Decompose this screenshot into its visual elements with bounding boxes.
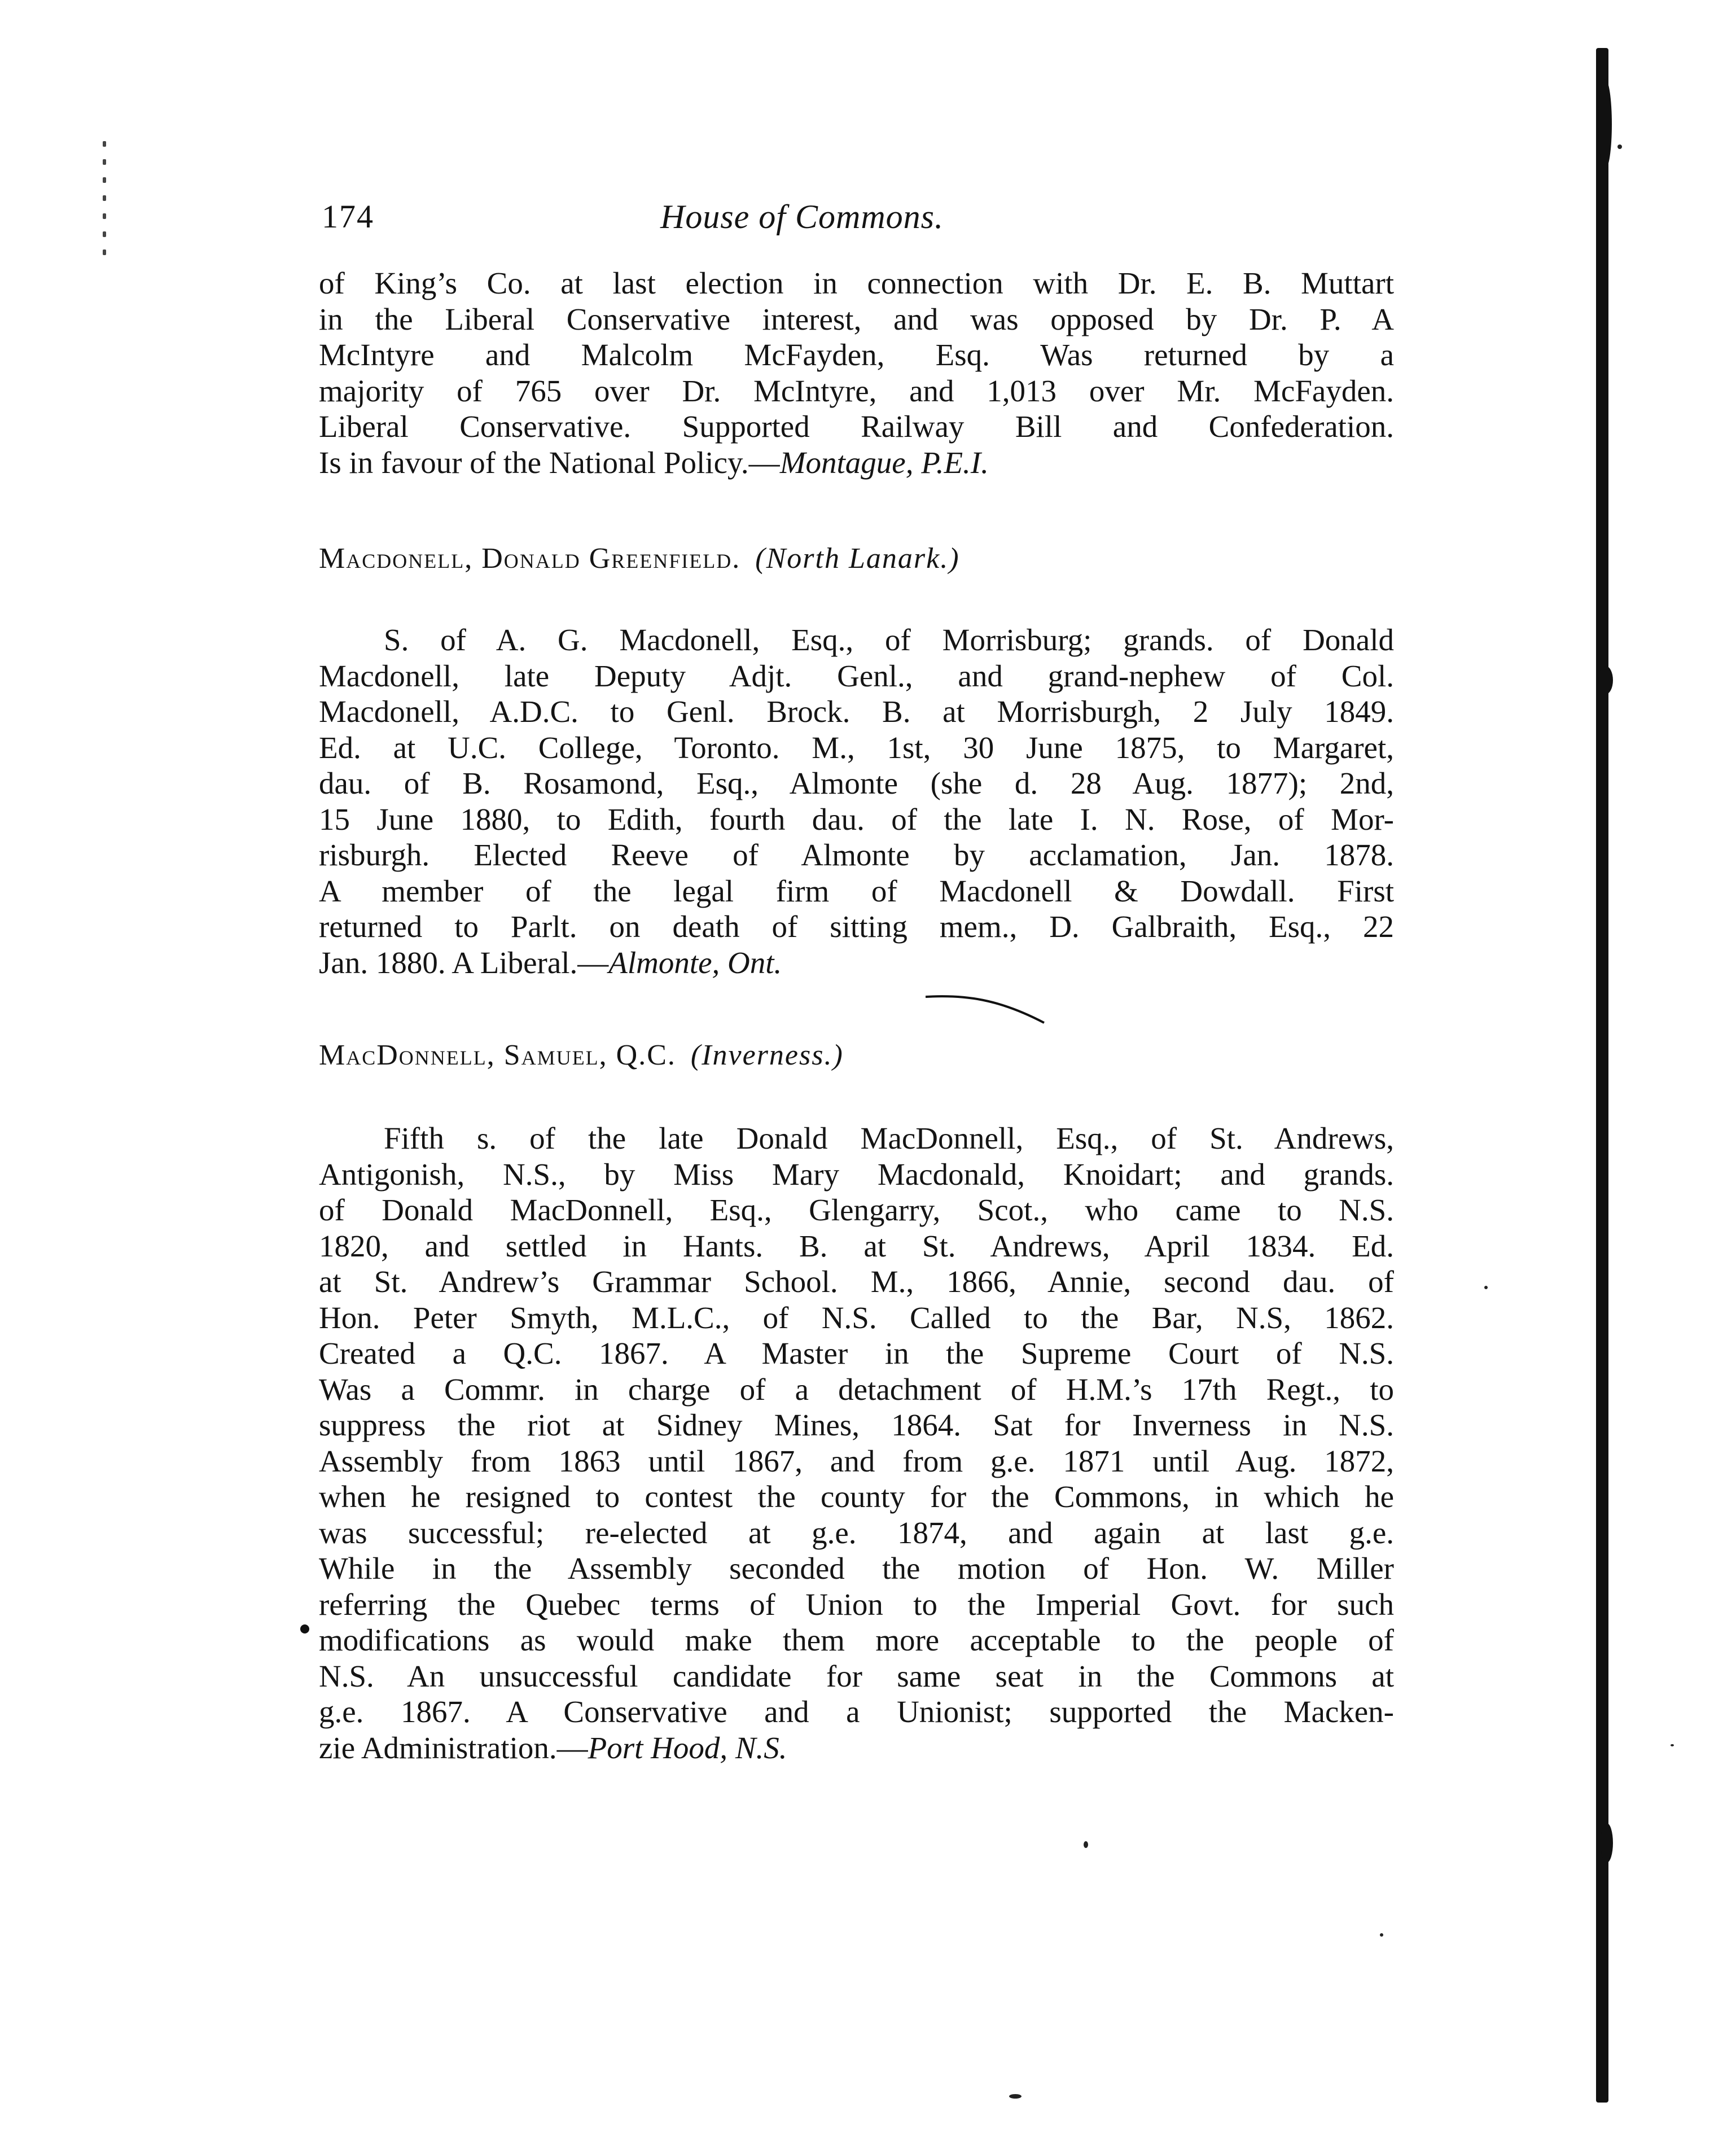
text-line: Macdonell, A.D.C. to Genl. Brock. B. at Morrisburgh, 2 July 1849. (319, 694, 1394, 729)
scan-speck (1484, 1286, 1488, 1289)
scan-border-line (1596, 48, 1608, 2103)
margin-marks (103, 141, 108, 282)
text-line: of King’s Co. at last election in connection with Dr. E. B. Muttart (319, 266, 1394, 300)
text-line-last (319, 1730, 1394, 1766)
text-line: Macdonell, late Deputy Adjt. Genl., and grand-nephew of Col. (319, 658, 1394, 693)
text-line: A member of the legal firm of Macdonell & Dowdall. First (319, 873, 1394, 908)
text-line: modifications as would make them more acceptable to the people of (319, 1623, 1394, 1657)
constituency: (North Lanark.) (755, 542, 960, 575)
entry-heading (319, 542, 960, 575)
text-line-last (319, 945, 1394, 981)
continuation-paragraph (319, 265, 1394, 480)
text-line: at St. Andrew’s Grammar School. M., 1866, Annie, second dau. of (319, 1264, 1394, 1299)
page-number: 174 (322, 198, 374, 235)
text-line: N.S. An unsuccessful candidate for same seat in the Commons at (319, 1658, 1394, 1693)
text-fragment: Is in favour of the National Policy.— (319, 445, 780, 480)
text-line: majority of 765 over Dr. McIntyre, and 1,013 over Mr. McFayden. (319, 373, 1394, 408)
pen-flourish (926, 993, 1050, 1027)
text-line: g.e. 1867. A Conservative and a Unionist; supported the Macken- (319, 1694, 1394, 1729)
text-line: suppress the riot at Sidney Mines, 1864. Sat for Inverness in N.S. (319, 1408, 1394, 1442)
scan-border-blot (1598, 79, 1612, 169)
entry-heading (319, 1039, 844, 1072)
residence-place: Montague, P.E.I. (779, 445, 989, 480)
running-head: House of Commons. (660, 198, 944, 235)
text-line: in the Liberal Conservative interest, and was opposed by Dr. P. A (319, 301, 1394, 336)
text-line: Created a Q.C. 1867. A Master in the Supreme Court of N.S. (319, 1336, 1394, 1370)
text-line: S. of A. G. Macdonell, Esq., of Morrisburg; grands. of Donald (384, 623, 1394, 657)
text-line: Liberal Conservative. Supported Railway Bill and Confederation. (319, 409, 1394, 444)
constituency: (Inverness.) (690, 1039, 844, 1071)
text-line-last (319, 445, 1394, 481)
entry-body (319, 1120, 1394, 1766)
text-line: 1820, and settled in Hants. B. at St. Andrews, April 1834. Ed. (319, 1228, 1394, 1263)
page-header (322, 198, 1428, 248)
text-line: was successful; re-elected at g.e. 1874, and again at last g.e. (319, 1515, 1394, 1550)
entry-body (319, 622, 1394, 980)
scan-border-blot (1601, 1823, 1613, 1863)
text-line: returned to Parlt. on death of sitting mem., D. Galbraith, Esq., 22 (319, 909, 1394, 944)
residence-place: Port Hood, N.S. (588, 1730, 787, 1765)
scan-speck (1084, 1841, 1088, 1848)
text-line: While in the Assembly seconded the motion of Hon. W. Miller (319, 1551, 1394, 1586)
text-fragment: Jan. 1880. A Liberal.— (319, 945, 609, 980)
residence-place: Almonte, Ont. (608, 945, 782, 980)
member-name: Macdonell, Donald Greenfield. (319, 542, 741, 575)
text-line: 15 June 1880, to Edith, fourth dau. of the late I. N. Rose, of Mor- (319, 802, 1394, 836)
scan-speck (1380, 1933, 1383, 1937)
text-line: when he resigned to contest the county for the Commons, in which he (319, 1479, 1394, 1514)
text-line: risburgh. Elected Reeve of Almonte by acclamation, Jan. 1878. (319, 838, 1394, 872)
scan-speck (1617, 144, 1622, 149)
text-line: Fifth s. of the late Donald MacDonnell, Esq., of St. Andrews, (384, 1121, 1394, 1155)
scan-speck (1009, 2094, 1022, 2099)
text-line: of Donald MacDonnell, Esq., Glengarry, Scot., who came to N.S. (319, 1193, 1394, 1227)
text-line: Antigonish, N.S., by Miss Mary Macdonald, Knoidart; and grands. (319, 1157, 1394, 1192)
scan-border-blot (1598, 666, 1613, 694)
text-line: Ed. at U.C. College, Toronto. M., 1st, 30 June 1875, to Margaret, (319, 730, 1394, 765)
text-line: McIntyre and Malcolm McFayden, Esq. Was returned by a (319, 338, 1394, 372)
text-line: dau. of B. Rosamond, Esq., Almonte (she d. 28 Aug. 1877); 2nd, (319, 766, 1394, 800)
text-line: Was a Commr. in charge of a detachment of H.M.’s 17th Regt., to (319, 1372, 1394, 1407)
text-line: Hon. Peter Smyth, M.L.C., of N.S. Called to the Bar, N.S, 1862. (319, 1300, 1394, 1335)
margin-bullet-mark (300, 1624, 309, 1633)
scan-speck (1671, 1744, 1674, 1746)
text-line: referring the Quebec terms of Union to the Imperial Govt. for such (319, 1587, 1394, 1622)
text-fragment: zie Administration.— (319, 1730, 588, 1765)
member-name: MacDonnell, Samuel, Q.C. (319, 1039, 676, 1071)
text-line: Assembly from 1863 until 1867, and from g.e. 1871 until Aug. 1872, (319, 1443, 1394, 1478)
